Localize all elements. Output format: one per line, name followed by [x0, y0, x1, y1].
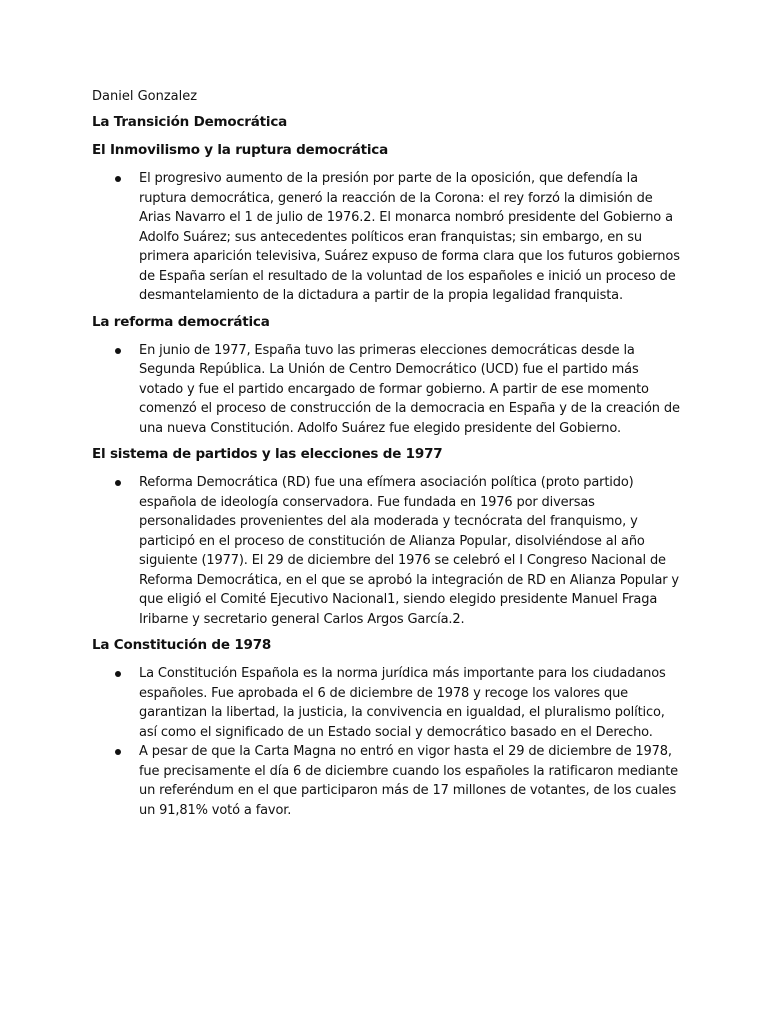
bullet-list: [92, 341, 682, 439]
bullet-list: [92, 473, 682, 629]
section-heading: El sistema de partidos y las elecciones de 1977: [92, 446, 443, 462]
section-heading: La reforma democrática: [92, 313, 270, 330]
document-title: La Transición Democrática: [92, 114, 288, 130]
bullet-icon: [115, 176, 121, 182]
bullet-list: [92, 169, 682, 306]
section-constitucion: [92, 636, 682, 820]
section-reforma: [92, 313, 682, 439]
list-item: [92, 341, 682, 439]
list-item: [92, 169, 682, 306]
list-item-text: En junio de 1977, España tuvo las primeras elecciones democráticas desde la Segunda República. La Unión de Centro Democrático (UCD) fue el partido más votado y fue el partido encargado de formar gobierno. A partir de ese momento comenzó el proceso de construcción de la democracia en España y de la creación de una nueva Constitución. Adolfo Suárez fue elegido presidente del Gobierno.: [139, 342, 680, 436]
list-item-text: Reforma Democrática (RD) fue una efímera asociación política (proto partido) española de ideología conservadora. Fue fundada en 1976 por diversas personalidades provenientes del ala moderada y tecnócrata del franquismo, y participó en el proceso de constitución de Alianza Popular, disolviéndose al año siguiente (1977). El 29 de diciembre del 1976 se celebró el I Congreso Nacional de Reforma Democrática, en el que se aprobó la integración de RD en Alianza Popular y que eligió el Comité Ejecutivo Nacional1, siendo elegido presidente Manuel Fraga Iribarne y secretario general Carlos Argos García.2.: [139, 475, 679, 627]
list-item-text: El progresivo aumento de la presión por parte de la oposición, que defendía la ruptura democrática, generó la reacción de la Corona: el rey forzó la dimisión de Arias Navarro el 1 de julio de 1976.2. El monarca nombró presidente del Gobierno a Adolfo Suárez; sus antecedentes políticos eran franquistas; sin embargo, en su primera aparición televisiva, Suárez expuso de forma clara que los futuros gobiernos de España serían el resultado de la voluntad de los españoles e inició un proceso de desmantelamiento de la dictadura a partir de la propia legalidad franquista.: [139, 171, 680, 303]
author-name: Daniel Gonzalez: [92, 89, 198, 104]
bullet-icon: [115, 749, 121, 755]
section-heading: El Inmovilismo y la ruptura democrática: [92, 142, 389, 158]
list-item-text: A pesar de que la Carta Magna no entró en vigor hasta el 29 de diciembre de 1978, fue precisamente el día 6 de diciembre cuando los españoles la ratificaron mediante un referéndum en el que participaron más de 17 millones de votantes, de los cuales un 91,81% votó a favor.: [139, 744, 678, 818]
document-body: [92, 87, 682, 827]
bullet-icon: [115, 480, 121, 486]
section-partidos: [92, 445, 682, 629]
section-inmovilismo: [92, 141, 682, 306]
list-item: [92, 473, 682, 629]
list-item-text: La Constitución Española es la norma jurídica más importante para los ciudadanos españoles. Fue aprobada el 6 de diciembre de 1978 y recoge los valores que garantizan la libertad, la justicia, la convivencia en igualdad, el pluralismo político, así como el significado de un Estado social y democrático basado en el Derecho.: [139, 666, 666, 740]
bullet-icon: [115, 671, 121, 677]
list-item: [92, 742, 682, 820]
section-heading: La Constitución de 1978: [92, 637, 272, 653]
bullet-icon: [115, 348, 121, 354]
bullet-list: [92, 664, 682, 820]
list-item: [92, 664, 682, 742]
